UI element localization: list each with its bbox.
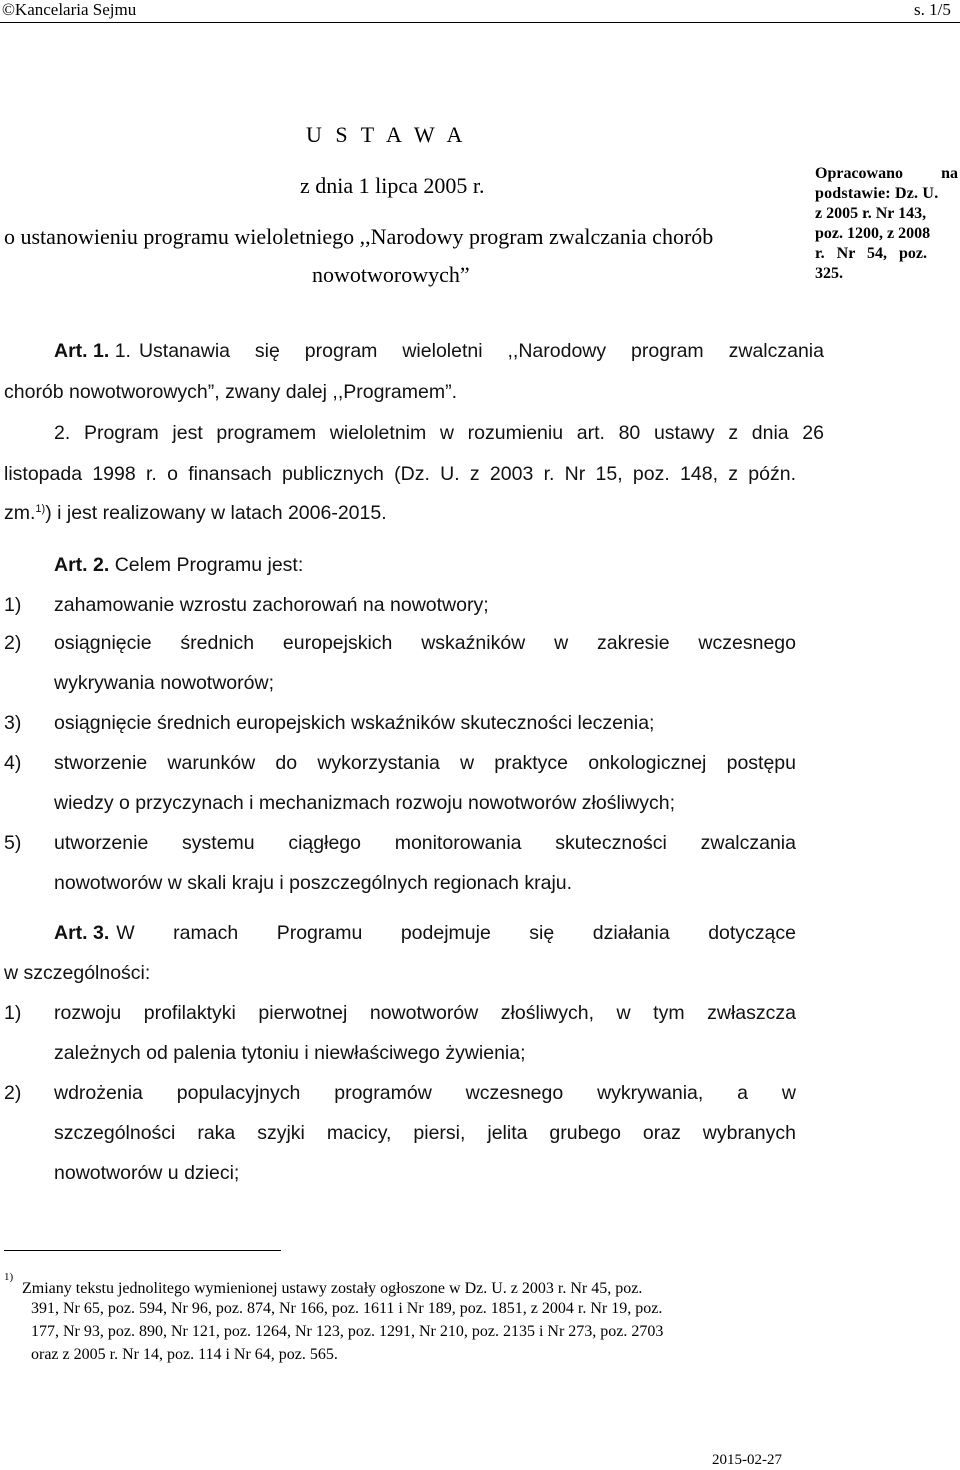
footer-date: 2015-02-27 (712, 1452, 782, 1468)
art2-item-num: 2) (4, 632, 22, 654)
art1-para2-line3 (4, 502, 387, 525)
art1-para2-line1: 2. Program jest programem wieloletnim w rozumieniu art. 80 ustawy z dnia 26 (54, 422, 824, 444)
art2-item-text-cont: nowotworów w skali kraju i poszczególnych regionach kraju. (54, 872, 573, 894)
art1-para2-line2: listopada 1998 r. o finansach publicznych (Dz. U. z 2003 r. Nr 15, poz. 148, z późn. (4, 463, 796, 485)
art1-label: Art. 1. (54, 340, 110, 362)
subject-line-1: o ustanowieniu programu wieloletniego ,,Narodowy program zwalczania chorób (4, 224, 714, 249)
art1-para1-text: Ustanawia się program wieloletni ,,Narodowy program zwalczania (138, 340, 824, 362)
margin-note-line: r. Nr 54, poz. (815, 245, 927, 262)
art2-item-text: utworzenie systemu ciągłego monitorowania skuteczności zwalczania (54, 832, 796, 854)
art3-intro-line1 (54, 922, 796, 945)
document-title: U S T A W A (306, 122, 467, 147)
document-date: z dnia 1 lipca 2005 r. (300, 173, 485, 198)
margin-note-line: z 2005 r. Nr 143, (815, 205, 927, 222)
art1-para1-number: 1. (114, 340, 131, 362)
art2-label: Art. 2. (54, 554, 110, 576)
margin-note-line: 325. (815, 265, 843, 282)
art2-item-text: stworzenie warunków do wykorzystania w praktyce onkologicznej postępu (54, 752, 796, 774)
footnote-line: Zmiany tekstu jednolitego wymienionej ustawy zostały ogłoszone w Dz. U. z 2003 r. Nr 45, poz. (22, 1280, 643, 1297)
art1-para1-line1 (54, 340, 824, 363)
art1-para1-line2: chorób nowotworowych”, zwany dalej ,,Programem”. (4, 381, 458, 403)
margin-note-line: podstawie: Dz. U. (815, 185, 939, 202)
page-number: s. 1/5 (914, 0, 951, 19)
art3-intro-text: W ramach Programu podejmuje się działania dotyczące (116, 922, 796, 944)
art2-item-num: 5) (4, 832, 22, 854)
header-rule (0, 22, 960, 23)
footnote-reference: 1) (35, 503, 46, 515)
art2-intro-text: Celem Programu jest: (114, 554, 304, 576)
margin-note-line: poz. 1200, z 2008 (815, 225, 931, 242)
margin-note-line: na (941, 165, 958, 182)
footnote-line: oraz z 2005 r. Nr 14, poz. 114 i Nr 64, poz. 565. (31, 1346, 338, 1363)
art2-item-text: osiągnięcie średnich europejskich wskaźników skuteczności leczenia; (54, 712, 655, 734)
art3-intro-line2: w szczególności: (4, 962, 151, 984)
art2-item-text: zahamowanie wzrostu zachorowań na nowotwory; (54, 594, 489, 616)
art1-para2-text-b: ) i jest realizowany w latach 2006-2015. (45, 502, 387, 524)
document-subject (4, 224, 784, 250)
art2-item-num: 3) (4, 712, 22, 734)
header-source: ©Kancelaria Sejmu (2, 0, 137, 19)
art3-item-num: 2) (4, 1082, 22, 1104)
art2-intro (54, 554, 303, 577)
footnote-line: 177, Nr 93, poz. 890, Nr 121, poz. 1264, Nr 123, poz. 1291, Nr 210, poz. 2135 i Nr 273, poz. 2703 (31, 1323, 664, 1340)
art3-item-text-cont: nowotworów u dzieci; (54, 1162, 240, 1184)
footnote-line: 391, Nr 65, poz. 594, Nr 96, poz. 874, Nr 166, poz. 1611 i Nr 189, poz. 1851, z 2004 r. Nr 19, poz. (31, 1300, 663, 1317)
footnote-marker-text: 1) (4, 1271, 14, 1283)
art2-item-text-cont: wiedzy o przyczynach i mechanizmach rozwoju nowotworów złośliwych; (54, 792, 675, 814)
art2-item-num: 1) (4, 594, 22, 616)
art3-label: Art. 3. (54, 922, 110, 944)
art2-item-num: 4) (4, 752, 22, 774)
art3-item-text-cont: szczególności raka szyjki macicy, piersi, jelita grubego oraz wybranych (54, 1122, 796, 1144)
art1-para2-text-a: zm. (4, 502, 36, 524)
margin-note-line: Opracowano (815, 165, 903, 182)
art2-item-text: osiągnięcie średnich europejskich wskaźników w zakresie wczesnego (54, 632, 796, 654)
art3-item-text: rozwoju profilaktyki pierwotnej nowotworów złośliwych, w tym zwłaszcza (54, 1002, 796, 1024)
art2-item-text-cont: wykrywania nowotworów; (54, 672, 274, 694)
margin-note (815, 165, 958, 283)
art3-item-text: wdrożenia populacyjnych programów wczesnego wykrywania, a w (54, 1082, 796, 1104)
art3-item-text-cont: zależnych od palenia tytoniu i niewłaściwego żywienia; (54, 1042, 526, 1064)
footnote-separator (4, 1250, 281, 1251)
document-subject-cont: nowotworowych” (312, 262, 470, 287)
footnote-marker (4, 1271, 14, 1292)
art3-item-num: 1) (4, 1002, 22, 1024)
